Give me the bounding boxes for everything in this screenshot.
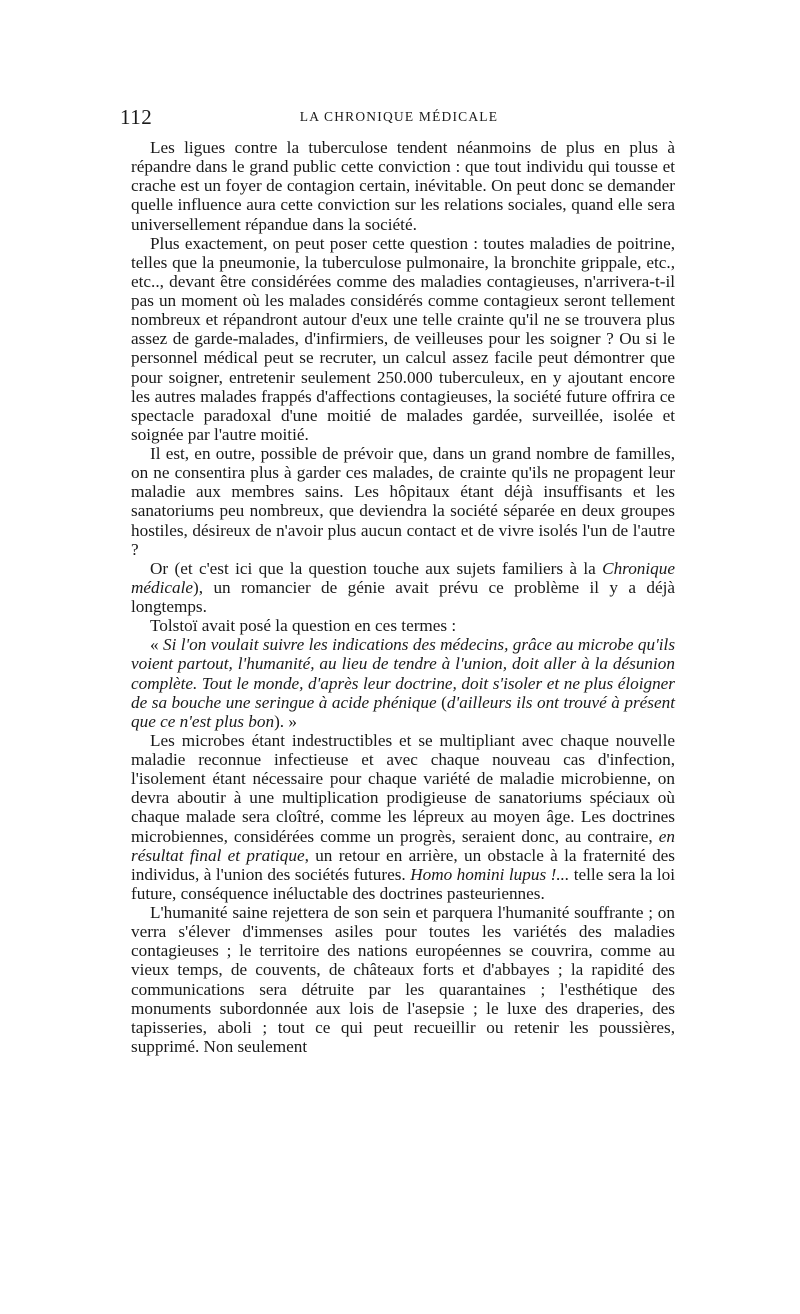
tolstoi-quote	[131, 635, 675, 731]
running-head	[120, 104, 678, 130]
paragraph-2: Plus exactement, on peut poser cette question : toutes maladies de poitrine, telles que la pneumonie, la tuberculose pulmonaire, la bronchite grippale, etc., etc.., devant être considérées comme des maladies contagieuses, n'arrivera-t-il pas un moment où les malades considérés comme contagieux seront tellement nombreux et répandront autour d'eux une telle crainte qu'il ne se trouvera plus assez de garde-malades, d'infirmiers, de veilleuses pour les soigner ? Ou si le personnel médical peut se recruter, un calcul assez facile peut démontrer que pour soigner, entretenir seulement 250.000 tuberculeux, en y ajoutant encore les autres malades frappés d'affections contagieuses, la société future offrira ce spectacle paradoxal d'une moitié de malades gardée, surveillée, isolée et soignée par l'autre moitié.	[131, 233, 675, 444]
paragraph-7	[131, 731, 675, 903]
quote-parenthetical: d'ailleurs ils ont trouvé à présent que ce n'est plus bon	[131, 692, 675, 731]
quote-open-mark: «	[150, 635, 163, 655]
paragraph-3: Il est, en outre, possible de prévoir que, dans un grand nombre de familles, on ne consentira plus à garder ces malades, de crainte qu'ils ne propagent leur maladie aux membres sains. Les hôpitaux étant déjà insuffisants et les sanatoriums peu nombreux, que deviendra la société séparée en deux groupes hostiles, désireux de n'avoir plus aucun contact et de vivre isolés l'un de l'autre ?	[131, 444, 675, 559]
paragraph-8: L'humanité saine rejettera de son sein et parquera l'humanité souffrante ; on verra s'élever d'immenses asiles pour toutes les variétés des maladies contagieuses ; le territoire des nations européennes se couvrira, comme au vieux temps, de couvents, de châteaux forts et d'abbayes ; la rapidité des communications sera détruite par les quarantaines ; l'esthétique des monuments subordonnée aux lois de l'asepsie ; le luxe des draperies, des tapisseries, aboli ; tout ce qui peut recueillir ou retenir les poussières, supprimé. Non seulement	[131, 903, 675, 1056]
paragraph-4-text-a: Or (et c'est ici que la question touche aux sujets familiers à la	[150, 558, 603, 578]
paragraph-1: Les ligues contre la tuberculose tendent néanmoins de plus en plus à répandre dans le grand public cette conviction : que tout individu qui tousse et crache est un foyer de contagion certain, inévitable. On peut donc se demander quelle influence aura cette conviction sur les relations sociales, quand elle sera universellement répandue dans la société.	[131, 138, 675, 234]
paragraph-4	[131, 559, 675, 616]
chronique-medicale-italic: Chronique médicale	[131, 558, 675, 597]
paragraph-7-text-b: , un retour en arrière, un obstacle à la fraternité des individus, à l'union des sociétés futures.	[131, 845, 675, 884]
quote-close-mark: ). »	[274, 711, 297, 731]
paragraph-7-text-c: telle sera la loi future, conséquence inéluctable des doctrines pasteuriennes.	[131, 864, 675, 903]
page-number: 112	[120, 105, 153, 129]
paragraph-5: Tolstoï avait posé la question en ces termes :	[150, 616, 457, 636]
paragraph-7-text-a: Les microbes étant indestructibles et se multipliant avec chaque nouvelle maladie reconnue infectieuse et avec chaque nouveau cas d'infection, l'isolement étant nécessaire pour chaque variété de maladie microbienne, on devra aboutir à une multiplication prodigieuse de sanatoriums spéciaux où chaque malade sera cloîtré, comme les lépreux au moyen âge. Les doctrines microbiennes, considérées comme un progrès, seraient donc, au contraire,	[131, 730, 675, 846]
homo-homini-lupus: Homo homini lupus !...	[410, 864, 570, 884]
quote-paren-open: (	[436, 692, 447, 712]
paragraph-4-text-b: ), un romancier de génie avait prévu ce problème il y a déjà longtemps.	[131, 577, 675, 616]
running-title: LA CHRONIQUE MÉDICALE	[299, 109, 499, 124]
body-text	[131, 138, 675, 1056]
quote-text: Si l'on voulait suivre les indications des médecins, grâce au microbe qu'ils voient partout, l'humanité, au lieu de tendre à l'union, doit aller à la désunion complète. Tout le monde, d'après leur doctrine, doit s'isoler et ne plus éloigner de sa bouche une seringue à acide phénique	[131, 635, 676, 712]
paragraph-7-italic-a: en résultat final et pratique	[131, 826, 675, 865]
